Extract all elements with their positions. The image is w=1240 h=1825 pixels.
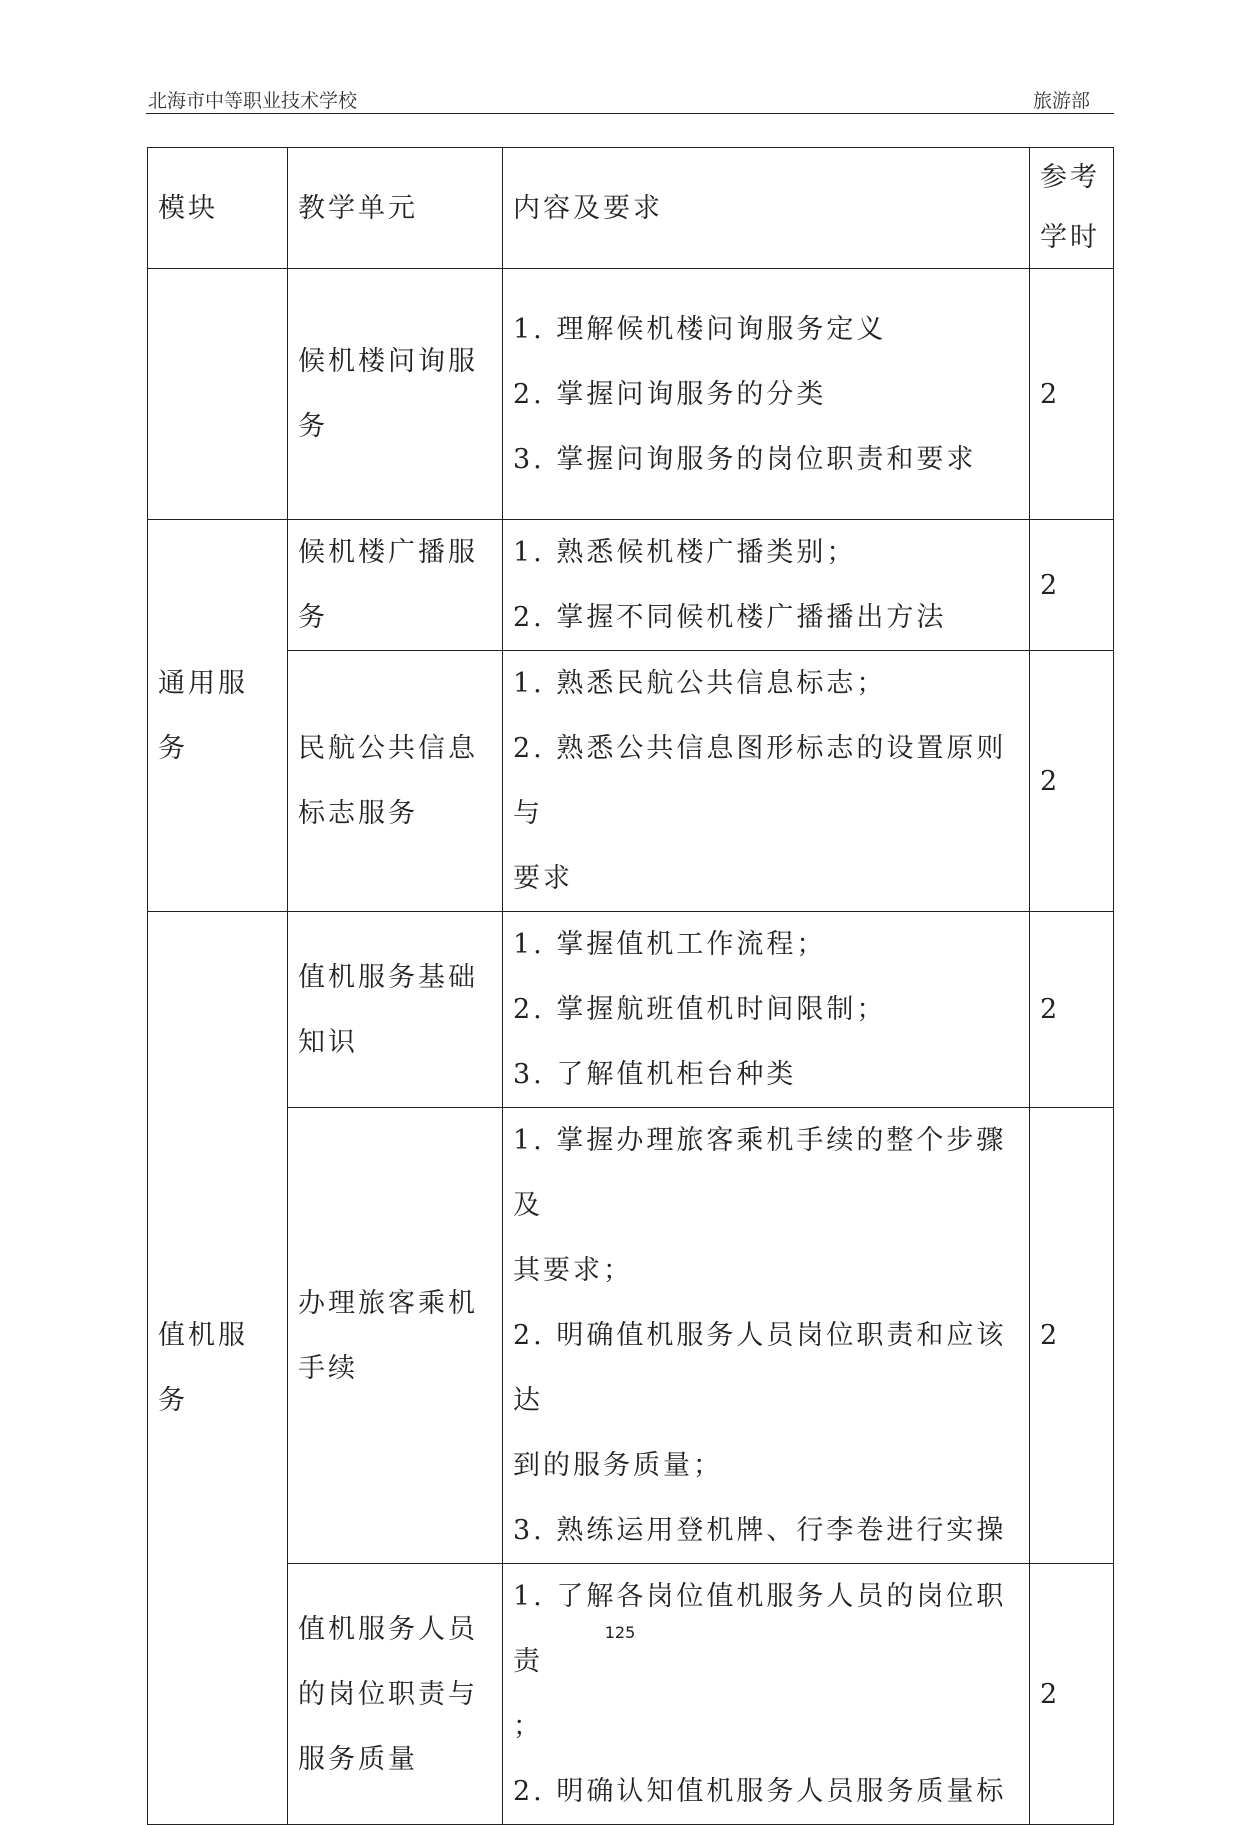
unit-cell xyxy=(288,912,503,1108)
content-line: 2. 掌握问询服务的分类 xyxy=(513,378,827,410)
content-cell xyxy=(503,269,1030,520)
table-row xyxy=(148,651,1114,912)
content-line: 2. 明确值机服务人员岗位职责和应该达 xyxy=(513,1320,1007,1416)
header-rule xyxy=(146,113,1114,114)
hours-cell: 2 xyxy=(1030,1564,1114,1825)
unit-line: 候机楼问询服 xyxy=(298,346,478,377)
unit-line: 服务质量 xyxy=(298,1743,418,1775)
content-line: 1. 理解候机楼问询服务定义 xyxy=(513,313,887,345)
table-header-row xyxy=(148,148,1114,269)
unit-cell xyxy=(288,651,503,912)
content-line: 2. 明确认知值机服务人员服务质量标 xyxy=(513,1776,1007,1807)
unit-line: 标志服务 xyxy=(298,798,418,829)
header-unit: 教学单元 xyxy=(288,148,503,269)
content-cell xyxy=(503,651,1030,912)
department-name: 旅游部 xyxy=(1032,90,1090,112)
unit-line: 知识 xyxy=(298,1026,358,1058)
syllabus-table xyxy=(147,147,1114,1825)
content-cell xyxy=(503,1564,1030,1825)
hours-cell: 2 xyxy=(1030,1108,1114,1564)
unit-line: 民航公共信息 xyxy=(298,733,478,764)
content-line: 2. 掌握不同候机楼广播播出方法 xyxy=(513,602,947,633)
unit-cell xyxy=(288,269,503,520)
content-line: ； xyxy=(513,1711,543,1742)
hours-cell: 2 xyxy=(1030,912,1114,1108)
content-cell xyxy=(503,1108,1030,1564)
unit-line: 务 xyxy=(298,602,328,633)
unit-line: 值机服务人员 xyxy=(298,1613,478,1645)
header-hours xyxy=(1030,148,1114,269)
unit-cell xyxy=(288,1564,503,1825)
unit-cell xyxy=(288,520,503,651)
unit-line: 候机楼广播服 xyxy=(298,537,478,568)
hours-cell: 2 xyxy=(1030,520,1114,651)
table-row xyxy=(148,269,1114,520)
content-line: 1. 熟悉民航公共信息标志； xyxy=(513,668,887,699)
content-line: 到的服务质量； xyxy=(513,1450,723,1481)
content-line: 1. 掌握办理旅客乘机手续的整个步骤及 xyxy=(513,1125,1007,1221)
content-line: 1. 掌握值机工作流程； xyxy=(513,929,827,960)
school-name: 北海市中等职业技术学校 xyxy=(148,90,358,112)
header-module: 模块 xyxy=(148,148,288,269)
module-cell xyxy=(148,269,288,520)
header-hours-line: 参考 xyxy=(1040,162,1100,193)
table-row xyxy=(148,520,1114,651)
unit-line: 办理旅客乘机 xyxy=(298,1287,478,1319)
content-cell xyxy=(503,912,1030,1108)
hours-cell: 2 xyxy=(1030,651,1114,912)
hours-cell: 2 xyxy=(1030,269,1114,520)
unit-line: 务 xyxy=(298,411,328,442)
content-line: 1. 熟悉候机楼广播类别； xyxy=(513,537,857,568)
content-line: 2. 掌握航班值机时间限制； xyxy=(513,994,887,1025)
module-cell: 值机服务 xyxy=(148,912,288,1825)
page-number: 125 xyxy=(604,1623,636,1642)
content-line: 3. 熟练运用登机牌、行李卷进行实操 xyxy=(513,1515,1007,1546)
content-line: 3. 了解值机柜台种类 xyxy=(513,1059,797,1090)
content-cell xyxy=(503,520,1030,651)
unit-line: 的岗位职责与 xyxy=(298,1678,478,1710)
content-line: 2. 熟悉公共信息图形标志的设置原则与 xyxy=(513,733,1007,829)
table-row xyxy=(148,1564,1114,1825)
table-row xyxy=(148,912,1114,1108)
module-cell: 通用服务 xyxy=(148,520,288,912)
content-line: 要求 xyxy=(513,863,573,894)
content-line: 3. 掌握问询服务的岗位职责和要求 xyxy=(513,443,977,475)
table-row xyxy=(148,1108,1114,1564)
header-content: 内容及要求 xyxy=(503,148,1030,269)
unit-cell xyxy=(288,1108,503,1564)
content-line: 1. 了解各岗位值机服务人员的岗位职责 xyxy=(513,1581,1007,1677)
unit-line: 值机服务基础 xyxy=(298,961,478,993)
unit-line: 手续 xyxy=(298,1352,358,1384)
content-line: 其要求； xyxy=(513,1255,633,1286)
header-hours-line: 学时 xyxy=(1040,222,1100,253)
